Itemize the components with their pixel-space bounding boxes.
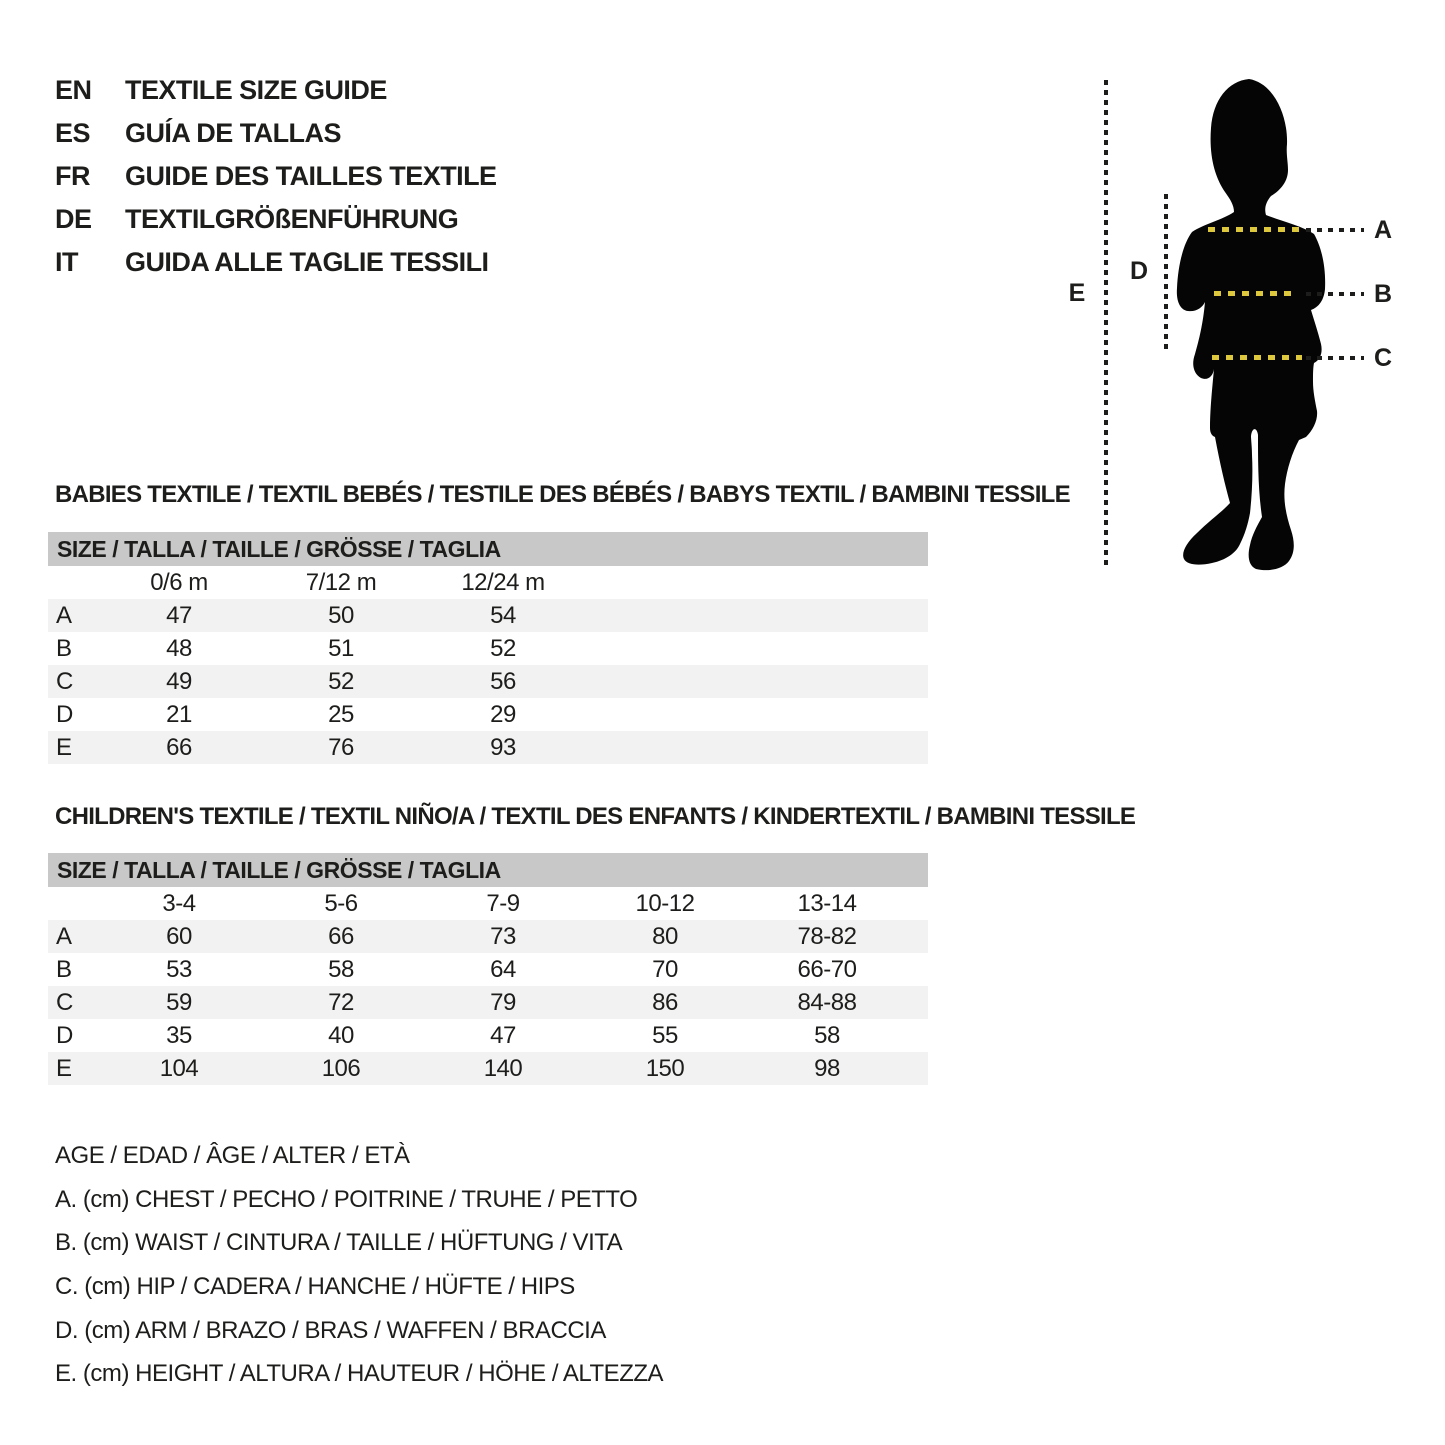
cell: 66-70 xyxy=(797,955,857,983)
cell: 51 xyxy=(328,634,354,662)
column-header: 3-4 xyxy=(162,889,196,917)
cell: 58 xyxy=(814,1021,840,1049)
table-row xyxy=(48,986,928,1019)
cell: 66 xyxy=(328,922,354,950)
cell: 84-88 xyxy=(797,988,857,1016)
table-row xyxy=(48,632,928,665)
children-table xyxy=(48,853,928,1085)
language-title: GUIDE DES TAILLES TEXTILE xyxy=(125,161,497,191)
cell: 76 xyxy=(328,733,354,761)
hip-dotted-line xyxy=(1306,356,1364,360)
row-label: E xyxy=(56,733,72,761)
table-row xyxy=(48,953,928,986)
table-row xyxy=(48,599,928,632)
legend-waist: B. (cm) WAIST / CINTURA / TAILLE / HÜFTUNG / VITA xyxy=(55,1229,623,1256)
cell: 79 xyxy=(490,988,516,1016)
cell: 93 xyxy=(490,733,516,761)
row-label: C xyxy=(56,667,73,695)
language-title-block xyxy=(55,72,497,287)
language-row-de xyxy=(55,201,497,244)
cell: 25 xyxy=(328,700,354,728)
row-label: E xyxy=(56,1054,72,1082)
babies-section-title: BABIES TEXTILE / TEXTIL BEBÉS / TESTILE DES BÉBÉS / BABYS TEXTIL / BAMBINI TESSILE xyxy=(55,481,1070,508)
cell: 47 xyxy=(166,601,192,629)
column-header: 5-6 xyxy=(324,889,358,917)
language-title: TEXTILGRÖßENFÜHRUNG xyxy=(125,204,459,234)
cell: 56 xyxy=(490,667,516,695)
cell: 21 xyxy=(166,700,192,728)
row-label: C xyxy=(56,988,73,1016)
cell: 52 xyxy=(490,634,516,662)
table-row xyxy=(48,1019,928,1052)
language-row-fr xyxy=(55,158,497,201)
language-title: GUIDA ALLE TAGLIE TESSILI xyxy=(125,247,489,277)
table-row xyxy=(48,731,928,764)
row-label: B xyxy=(56,634,72,662)
legend-age: AGE / EDAD / ÂGE / ALTER / ETÀ xyxy=(55,1142,410,1169)
language-title: TEXTILE SIZE GUIDE xyxy=(125,75,387,105)
cell: 72 xyxy=(328,988,354,1016)
chest-dotted-line xyxy=(1306,228,1364,232)
column-header: 7-9 xyxy=(486,889,520,917)
column-header: 0/6 m xyxy=(150,568,208,596)
cell: 60 xyxy=(166,922,192,950)
children-size-header: SIZE / TALLA / TAILLE / GRÖSSE / TAGLIA xyxy=(48,853,928,887)
cell: 70 xyxy=(652,955,678,983)
cell: 140 xyxy=(483,1054,523,1082)
cell: 58 xyxy=(328,955,354,983)
column-header: 7/12 m xyxy=(305,568,377,596)
cell: 73 xyxy=(490,922,516,950)
column-header: 13-14 xyxy=(797,889,857,917)
cell: 54 xyxy=(490,601,516,629)
language-code: DE xyxy=(55,204,92,234)
row-label: D xyxy=(56,1021,73,1049)
babies-table xyxy=(48,532,928,764)
language-row-en xyxy=(55,72,497,115)
table-row xyxy=(48,665,928,698)
language-row-it xyxy=(55,244,497,287)
cell: 52 xyxy=(328,667,354,695)
cell: 49 xyxy=(166,667,192,695)
column-header: 10-12 xyxy=(635,889,695,917)
cell: 53 xyxy=(166,955,192,983)
column-header: 12/24 m xyxy=(461,568,545,596)
height-label: E xyxy=(1068,279,1086,307)
cell: 80 xyxy=(652,922,678,950)
waist-dash-line xyxy=(1214,291,1298,296)
hip-label: C xyxy=(1373,344,1393,372)
language-row-es xyxy=(55,115,497,158)
table-row xyxy=(48,698,928,731)
row-label: A xyxy=(56,601,72,629)
babies-size-header: SIZE / TALLA / TAILLE / GRÖSSE / TAGLIA xyxy=(48,532,928,566)
cell: 50 xyxy=(328,601,354,629)
waist-label: B xyxy=(1373,280,1393,308)
cell: 29 xyxy=(490,700,516,728)
legend-height: E. (cm) HEIGHT / ALTURA / HAUTEUR / HÖHE / ALTEZZA xyxy=(55,1360,664,1387)
legend-hip: C. (cm) HIP / CADERA / HANCHE / HÜFTE / HIPS xyxy=(55,1273,575,1300)
cell: 66 xyxy=(166,733,192,761)
language-code: IT xyxy=(55,247,78,277)
chest-dash-line xyxy=(1208,227,1302,232)
cell: 104 xyxy=(159,1054,199,1082)
cell: 40 xyxy=(328,1021,354,1049)
babies-column-header-row xyxy=(48,566,928,599)
chest-label: A xyxy=(1373,216,1393,244)
height-dotted-line xyxy=(1104,80,1108,570)
child-silhouette xyxy=(1150,74,1350,579)
cell: 59 xyxy=(166,988,192,1016)
cell: 106 xyxy=(321,1054,361,1082)
row-label: D xyxy=(56,700,73,728)
language-code: FR xyxy=(55,161,90,191)
cell: 86 xyxy=(652,988,678,1016)
cell: 35 xyxy=(166,1021,192,1049)
arm-label: D xyxy=(1129,257,1149,285)
cell: 47 xyxy=(490,1021,516,1049)
legend-arm: D. (cm) ARM / BRAZO / BRAS / WAFFEN / BRACCIA xyxy=(55,1317,606,1344)
children-section-title: CHILDREN'S TEXTILE / TEXTIL NIÑO/A / TEXTIL DES ENFANTS / KINDERTEXTIL / BAMBINI TESSILE xyxy=(55,803,1136,830)
table-row xyxy=(48,1052,928,1085)
cell: 64 xyxy=(490,955,516,983)
row-label: B xyxy=(56,955,72,983)
legend-chest: A. (cm) CHEST / PECHO / POITRINE / TRUHE / PETTO xyxy=(55,1186,638,1213)
cell: 150 xyxy=(645,1054,685,1082)
language-title: GUÍA DE TALLAS xyxy=(125,118,341,148)
cell: 48 xyxy=(166,634,192,662)
waist-dotted-line xyxy=(1306,292,1364,296)
table-row xyxy=(48,920,928,953)
hip-dash-line xyxy=(1212,355,1302,360)
children-column-header-row xyxy=(48,887,928,920)
row-label: A xyxy=(56,922,72,950)
cell: 98 xyxy=(814,1054,840,1082)
language-code: EN xyxy=(55,75,92,105)
language-code: ES xyxy=(55,118,90,148)
cell: 78-82 xyxy=(797,922,857,950)
measurement-figure xyxy=(1040,60,1420,590)
cell: 55 xyxy=(652,1021,678,1049)
